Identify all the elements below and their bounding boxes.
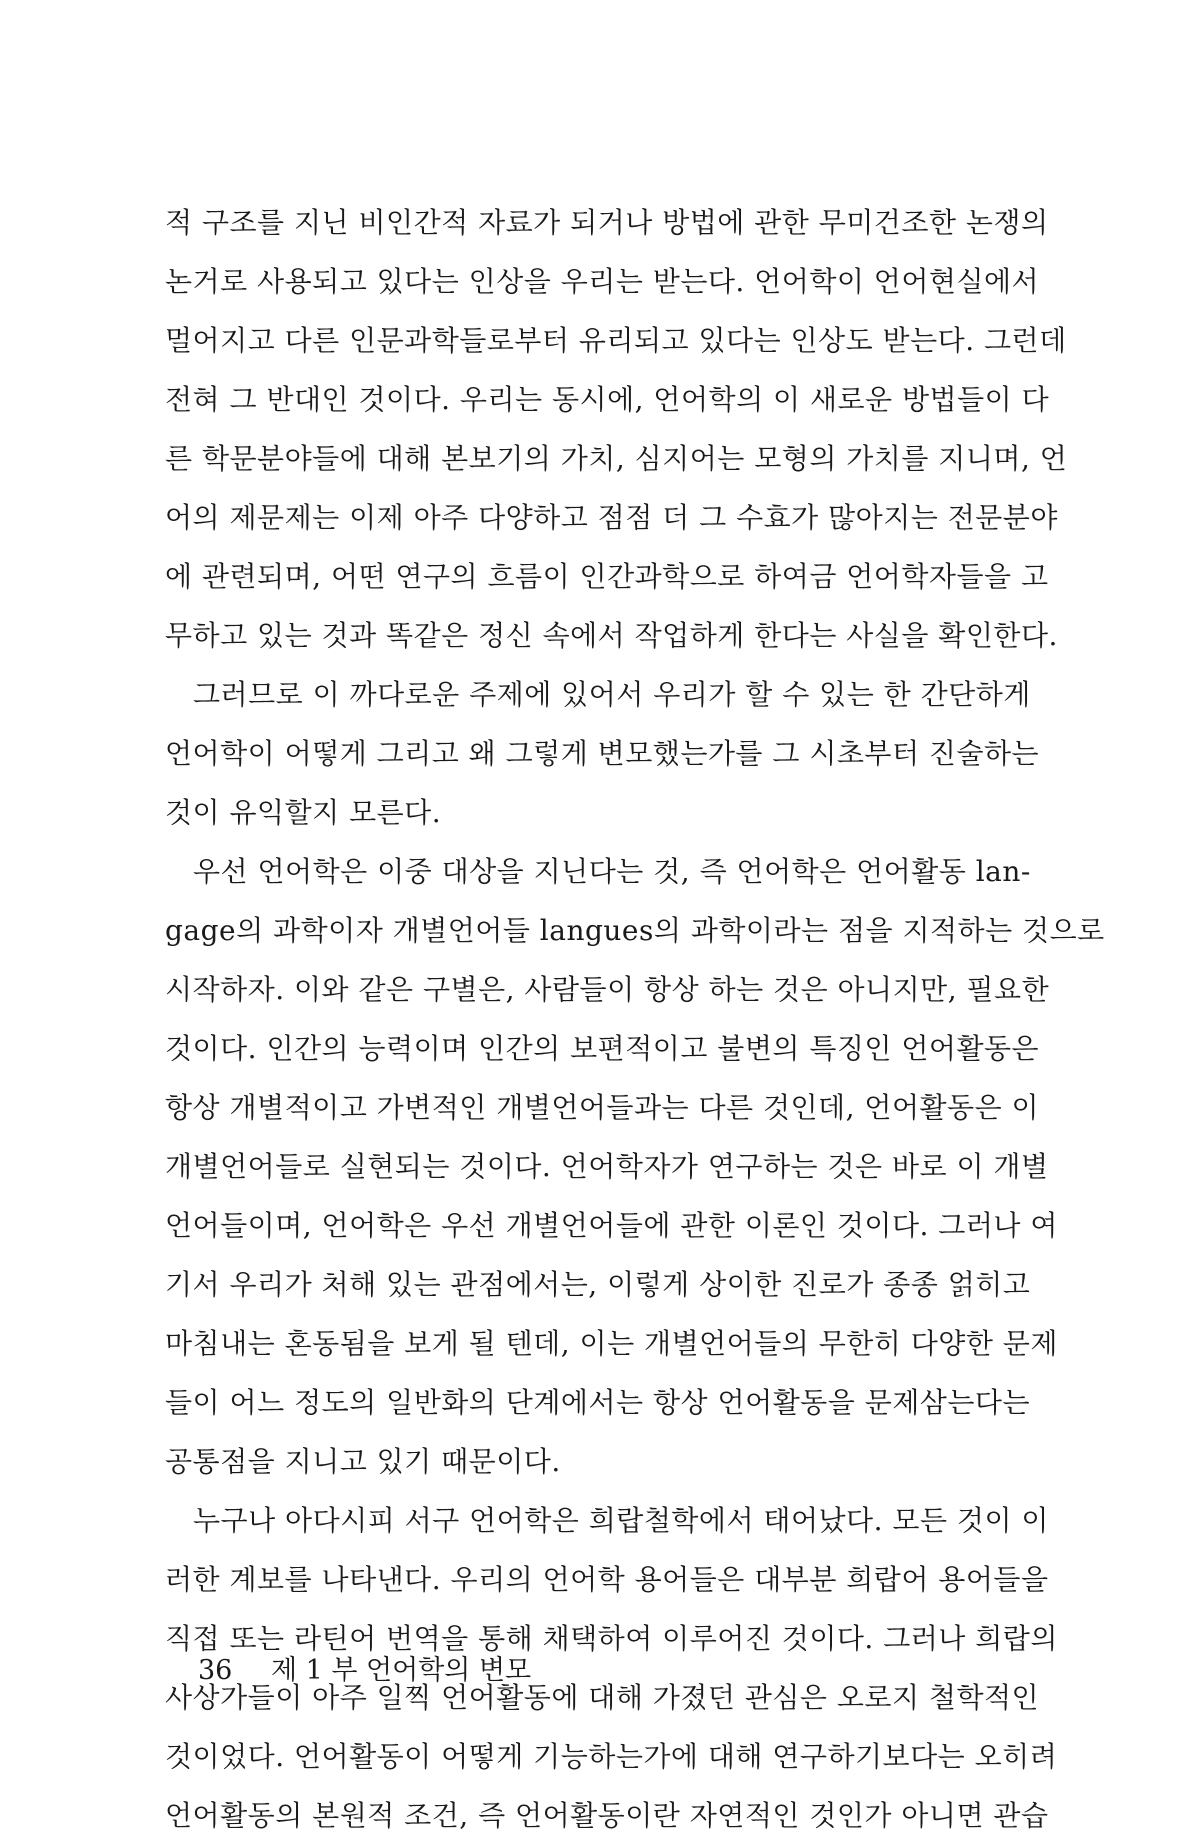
running-head: 제 1 부 언어학의 변모 xyxy=(270,1655,532,1686)
text-line: 른 학문분야들에 대해 본보기의 가치, 심지어는 모형의 가치를 지니며, 언 xyxy=(165,442,1068,475)
text-line: 무하고 있는 것과 똑같은 정신 속에서 작업하게 한다는 사실을 확인한다. xyxy=(165,619,1058,652)
text-line: 언어들이며, 언어학은 우선 개별언어들에 관한 이론인 것이다. 그러나 여 xyxy=(165,1209,1058,1242)
text-line: 러한 계보를 나타낸다. 우리의 언어학 용어들은 대부분 희랍어 용어들을 xyxy=(165,1563,1049,1596)
text-line: 항상 개별적이고 가변적인 개별언어들과는 다른 것인데, 언어활동은 이 xyxy=(165,1091,1040,1124)
text-line: 기서 우리가 처해 있는 관점에서는, 이렇게 상이한 진로가 종종 얽히고 xyxy=(165,1268,1031,1301)
text-line: gage의 과학이자 개별언어들 langues의 과학이라는 점을 지적하는 것으로 xyxy=(165,914,1105,947)
page-footer xyxy=(198,1648,531,1687)
text-line: 것이다. 인간의 능력이며 인간의 보편적이고 불변의 특징인 언어활동은 xyxy=(165,1032,1040,1065)
text-line: 적 구조를 지닌 비인간적 자료가 되거나 방법에 관한 무미건조한 논쟁의 xyxy=(165,206,1049,239)
text-line: 논거로 사용되고 있다는 인상을 우리는 받는다. 언어학이 언어현실에서 xyxy=(165,265,1040,298)
text-line: 시작하자. 이와 같은 구별은, 사람들이 항상 하는 것은 아니지만, 필요한 xyxy=(165,973,1050,1006)
text-line: 것이 유익할지 모른다. xyxy=(165,796,442,829)
text-line: 에 관련되며, 어떤 연구의 흐름이 인간과학으로 하여금 언어학자들을 고 xyxy=(165,560,1049,593)
text-line: 것이었다. 언어활동이 어떻게 기능하는가에 대해 연구하기보다는 오히려 xyxy=(165,1740,1058,1773)
paragraph-start-line: 우선 언어학은 이중 대상을 지닌다는 것, 즉 언어학은 언어활동 lan- xyxy=(193,855,1031,888)
text-line: 전혀 그 반대인 것이다. 우리는 동시에, 언어학의 이 새로운 방법들이 다 xyxy=(165,383,1050,416)
text-line: 멀어지고 다른 인문과학들로부터 유리되고 있다는 인상도 받는다. 그런데 xyxy=(165,324,1067,357)
text-line: 마침내는 혼동됨을 보게 될 텐데, 이는 개별언어들의 무한히 다양한 문제 xyxy=(165,1327,1058,1360)
text-line: 언어학이 어떻게 그리고 왜 그렇게 변모했는가를 그 시초부터 진술하는 xyxy=(165,737,1040,770)
body-text xyxy=(165,193,1105,1845)
paragraph-start-line: 누구나 아다시피 서구 언어학은 희랍철학에서 태어났다. 모든 것이 이 xyxy=(193,1504,1049,1537)
text-line: 공통점을 지니고 있기 때문이다. xyxy=(165,1445,561,1478)
paragraph-start-line: 그러므로 이 까다로운 주제에 있어서 우리가 할 수 있는 한 간단하게 xyxy=(193,678,1031,711)
text-line: 어의 제문제는 이제 아주 다양하고 점점 더 그 수효가 많아지는 전문분야 xyxy=(165,501,1058,534)
text-line: 언어활동의 본원적 조건, 즉 언어활동이란 자연적인 것인가 아니면 관습 xyxy=(165,1799,1049,1832)
text-line: 개별언어들로 실현되는 것이다. 언어학자가 연구하는 것은 바로 이 개별 xyxy=(165,1150,1049,1183)
text-line: 사상가들이 아주 일찍 언어활동에 대해 가졌던 관심은 오로지 철학적인 xyxy=(165,1681,1040,1714)
text-line: 들이 어느 정도의 일반화의 단계에서는 항상 언어활동을 문제삼는다는 xyxy=(165,1386,1030,1419)
text-line: 직접 또는 라틴어 번역을 통해 채택하여 이루어진 것이다. 그러나 희랍의 xyxy=(165,1622,1058,1655)
page-number: 36 xyxy=(198,1655,233,1686)
